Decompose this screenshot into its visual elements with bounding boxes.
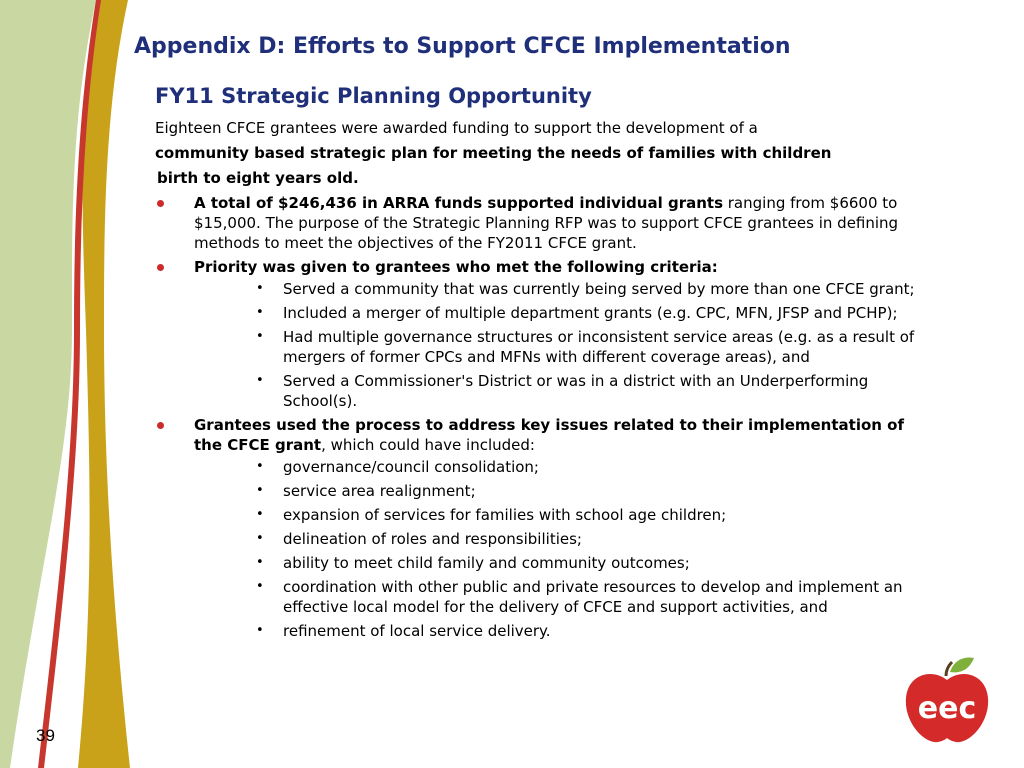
sub-bullet-list	[194, 279, 930, 411]
sub-bullet-item	[194, 457, 930, 477]
main-bullet-list	[155, 193, 930, 641]
bullet-bold-text: Priority was given to grantees who met the following criteria:	[194, 258, 718, 276]
sub-bullet-text: expansion of services for families with school age children;	[283, 506, 727, 524]
sub-bullet-item	[194, 481, 930, 501]
intro-line-2: community based strategic plan for meeting the needs of families with children	[155, 144, 832, 162]
bullet-dot-icon	[157, 200, 164, 207]
sub-bullet-item	[194, 327, 930, 367]
sub-bullet-text: service area realignment;	[283, 482, 476, 500]
sub-bullet-text: Served a community that was currently being served by more than one CFCE grant;	[283, 280, 915, 298]
apple-stem-icon	[946, 662, 952, 676]
eec-apple-logo	[902, 656, 992, 746]
bullet-item-funding	[155, 193, 930, 253]
sub-bullet-item	[194, 505, 930, 525]
sub-bullet-dot-icon: •	[256, 483, 264, 498]
sub-bullet-dot-icon: •	[256, 555, 264, 570]
sub-bullet-text: governance/council consolidation;	[283, 458, 539, 476]
intro-line-1: Eighteen CFCE grantees were awarded funding to support the development of a	[155, 119, 758, 137]
sub-bullet-text: delineation of roles and responsibilities;	[283, 530, 582, 548]
sub-bullet-item	[194, 529, 930, 549]
bullet-bold-text: A total of $246,436 in ARRA funds supported individual grants	[194, 194, 723, 212]
sub-bullet-dot-icon: •	[256, 329, 264, 344]
sub-bullet-item	[194, 553, 930, 573]
bullet-item-process	[155, 415, 930, 641]
section-subtitle: FY11 Strategic Planning Opportunity	[155, 84, 592, 108]
bullet-text: ranging from $6600 to $15,000. The purpose of the Strategic Planning RFP was to support CFCE grantees in defining methods to meet the objectives of the FY2011 CFCE grant.	[194, 194, 899, 252]
logo-text: eec	[917, 691, 977, 726]
sub-bullet-dot-icon: •	[256, 531, 264, 546]
sub-bullet-text: Served a Commissioner's District or was in a district with an Underperforming School(s).	[283, 372, 869, 410]
sub-bullet-list	[194, 457, 930, 641]
content-body	[155, 118, 930, 645]
sub-bullet-dot-icon: •	[256, 507, 264, 522]
bullet-dot-icon	[157, 264, 164, 271]
page-number: 39	[36, 726, 55, 745]
apple-leaf-icon	[950, 658, 974, 673]
bullet-item-priority	[155, 257, 930, 411]
sub-bullet-text: refinement of local service delivery.	[283, 622, 551, 640]
sub-bullet-item	[194, 621, 930, 641]
sub-bullet-text: Had multiple governance structures or inconsistent service areas (e.g. as a result of mergers of former CPCs and MFNs with different coverage areas), and	[283, 328, 915, 366]
sub-bullet-dot-icon: •	[256, 281, 264, 296]
sidebar-green-band	[0, 0, 96, 768]
sub-bullet-text: coordination with other public and private resources to develop and implement an effective local model for the delivery of CFCE and support activities, and	[283, 578, 903, 616]
sub-bullet-text: ability to meet child family and community outcomes;	[283, 554, 690, 572]
page-title: Appendix D: Efforts to Support CFCE Implementation	[134, 34, 791, 59]
bullet-bold-text: Grantees used the process to address key issues related to their implementation of the CFCE grant	[194, 416, 905, 454]
sub-bullet-dot-icon: •	[256, 579, 264, 594]
bullet-dot-icon	[157, 422, 164, 429]
sub-bullet-dot-icon: •	[256, 373, 264, 388]
sub-bullet-dot-icon: •	[256, 459, 264, 474]
sub-bullet-dot-icon: •	[256, 623, 264, 638]
sub-bullet-item	[194, 303, 930, 323]
intro-paragraph	[155, 118, 930, 188]
intro-line-3: birth to eight years old.	[157, 169, 359, 187]
sub-bullet-item	[194, 577, 930, 617]
sub-bullet-text: Included a merger of multiple department grants (e.g. CPC, MFN, JFSP and PCHP);	[283, 304, 898, 322]
sidebar-decoration	[0, 0, 140, 768]
bullet-text: , which could have included:	[321, 436, 535, 454]
sub-bullet-item	[194, 279, 930, 299]
sub-bullet-dot-icon: •	[256, 305, 264, 320]
sub-bullet-item	[194, 371, 930, 411]
